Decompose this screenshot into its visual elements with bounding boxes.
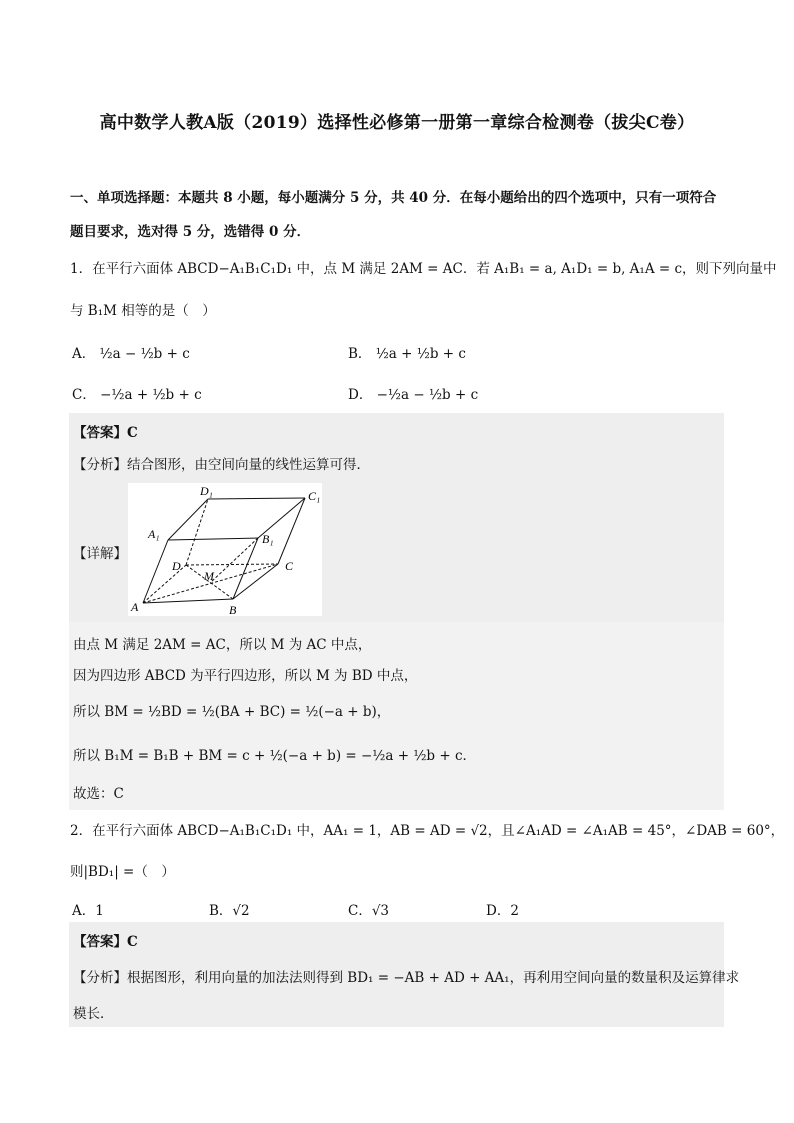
label-c: C xyxy=(285,559,294,573)
edge-ab xyxy=(143,599,233,603)
edge-d1c1 xyxy=(208,498,305,499)
q1-option-d: D． −½a − ½b + c xyxy=(348,387,479,403)
q2-answer: 【答案】C xyxy=(73,934,138,950)
q1-detail-label: 【详解】 xyxy=(73,546,127,562)
parallelepiped-diagram xyxy=(128,483,322,616)
q2-option-a: A．1 xyxy=(72,903,104,919)
edge-dd1 xyxy=(186,499,208,565)
q1-solution-line-4: 所以 B₁M = B₁B + BM = c + ½(−a + b) = −½a + ½b + c． xyxy=(73,748,477,764)
q2-stem-line-2: 则|BD₁| =（ ） xyxy=(70,864,175,880)
q1-stem-line-1: 1．在平行六面体 ABCD−A₁B₁C₁D₁ 中，点 M 满足 2AM = AC．若 A₁B₁ = a, A₁D₁ = b, A₁A = c，则下列向量中 xyxy=(70,261,777,277)
page-title: 高中数学人教A版（2019）选择性必修第一册第一章综合检测卷（拔尖C卷） xyxy=(99,113,695,133)
label-b1: B₁ xyxy=(262,532,274,546)
q1-solution-line-3: 所以 BM = ½BD = ½(BA + BC) = ½(−a + b)， xyxy=(73,704,391,720)
q2-option-b: B．√2 xyxy=(209,903,250,919)
q2-analysis-band xyxy=(69,954,724,1027)
section-heading-line-2: 题目要求，选对得 5 分，选错得 0 分． xyxy=(70,224,311,240)
q1-option-b: B． ½a + ½b + c xyxy=(348,346,466,362)
edge-cc1 xyxy=(278,498,305,564)
section-heading-line-1: 一、单项选择题：本题共 8 小题，每小题满分 5 分，共 40 分．在每小题给出的四个选项中，只有一项符合 xyxy=(70,190,717,206)
label-m: M xyxy=(204,569,214,583)
edge-a1d1 xyxy=(168,499,208,540)
q2-option-c: C．√3 xyxy=(348,903,390,919)
edge-a1b1 xyxy=(168,538,258,540)
q1-stem-line-2: 与 B₁M 相等的是（ ） xyxy=(70,303,216,319)
q1-analysis: 【分析】结合图形，由空间向量的线性运算可得． xyxy=(73,457,370,473)
q1-choose: 故选：C xyxy=(73,786,124,802)
q1-solution-line-2: 因为四边形 ABCD 为平行四边形，所以 M 为 BD 中点， xyxy=(73,668,418,684)
label-a: A xyxy=(131,600,139,614)
q2-option-d: D．2 xyxy=(486,903,519,919)
label-d: D xyxy=(172,559,181,573)
label-a1: A₁ xyxy=(148,527,160,541)
q1-option-c: C． −½a + ½b + c xyxy=(72,387,202,403)
q1-option-a: A． ½a − ½b + c xyxy=(72,346,190,362)
q2-answer-band xyxy=(69,922,724,954)
q1-answer-band xyxy=(69,413,724,447)
parallelepiped-figure xyxy=(128,483,322,616)
q1-answer: 【答案】C xyxy=(73,425,138,441)
edge-dc xyxy=(186,564,278,565)
seg-b1m xyxy=(210,538,258,583)
edge-aa1 xyxy=(143,540,168,603)
label-c1: C₁ xyxy=(308,489,321,503)
q2-analysis-line-1: 【分析】根据图形，利用向量的加法法则得到 BD₁ = −AB + AD + AA₁，再利用空间向量的数量积及运算律求 xyxy=(73,970,740,986)
q2-analysis-line-2: 模长． xyxy=(73,1006,114,1022)
label-b: B xyxy=(229,603,237,616)
q1-solution-line-1: 由点 M 满足 2AM = AC，所以 M 为 AC 中点， xyxy=(73,637,372,653)
q2-stem-line-1: 2．在平行六面体 ABCD−A₁B₁C₁D₁ 中，AA₁ = 1，AB = AD = √2，且∠A₁AD = ∠A₁AB = 45°，∠DAB = 60°， xyxy=(70,823,785,839)
label-d1: D₁ xyxy=(200,484,213,498)
